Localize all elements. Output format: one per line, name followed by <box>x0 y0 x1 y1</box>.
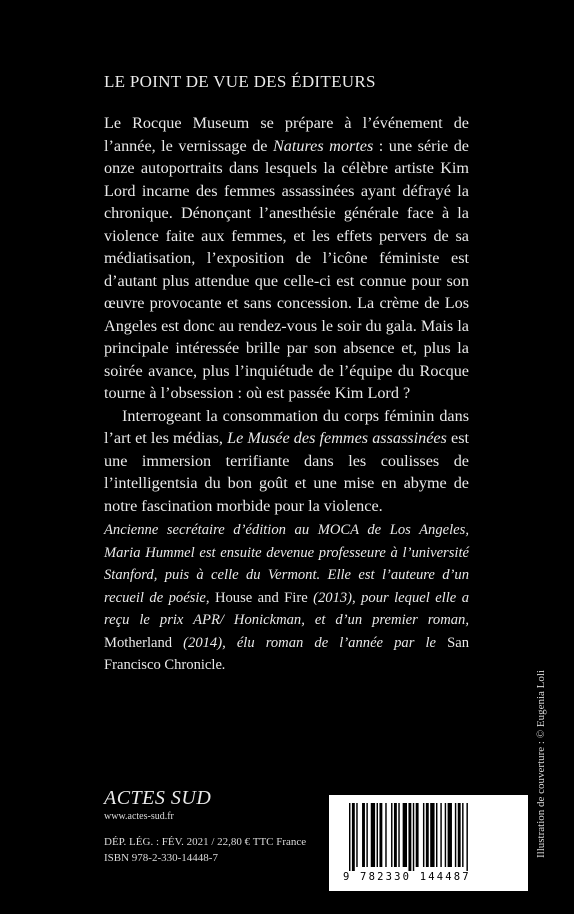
barcode-bar <box>408 803 411 871</box>
cover-illustration-credit: Illustration de couverture : © Eugenia Loli <box>535 670 547 858</box>
barcode-bar <box>455 803 456 867</box>
barcode-bar <box>385 803 386 867</box>
barcode-bar <box>362 803 365 867</box>
barcode-bar <box>458 803 461 867</box>
barcode-bar <box>403 803 407 867</box>
bio-text: (2014), élu roman de l’année par le <box>172 634 448 651</box>
barcode-bar <box>440 803 441 867</box>
barcode-bar <box>356 803 357 867</box>
barcode-bar <box>349 803 350 871</box>
barcode <box>329 795 528 891</box>
barcode-bar <box>416 803 419 867</box>
bio-text: Ancienne secrétaire d’édition au MOCA de Los Angeles, Maria Hummel est ensuite devenue professeure à l’université Stanford, puis à celle du Vermont. Elle est l’auteure d’un recueil de poésie, <box>104 522 469 606</box>
book-title-italic: Le Musée des femmes assassinées <box>227 429 447 447</box>
barcode-number: 9 782330 144487 <box>343 871 471 883</box>
barcode-bar <box>379 803 382 867</box>
barcode-bar <box>366 803 367 867</box>
bio-title: House and Fire <box>214 589 308 606</box>
blurb-text: Interrogeant la consommation du corps féminin dans l’art et les médias, <box>104 406 469 447</box>
bio-text: (2013), pour lequel elle a reçu le prix APR/ Honickman, et d’un premier roman, <box>104 589 469 628</box>
barcode-bar <box>423 803 424 867</box>
barcode-bar <box>445 803 446 867</box>
barcode-bar <box>394 803 397 867</box>
book-blurb <box>104 112 469 517</box>
barcode-bar <box>371 803 375 867</box>
bio-text: . <box>221 657 226 673</box>
barcode-bar <box>426 803 429 867</box>
blurb-text: est une immersion terrifiante dans les coulisses de l’intelligentsia du bon goût et une mise en abyme de notre fascination morbide pour la violence. <box>104 429 469 515</box>
blurb-text: : une série de onze autoportraits dans lesquels la célèbre artiste Kim Lord incarne des femmes assassinées ayant défrayé la chronique. Dénonçant l’anesthésie générale face à la violence faite aux femmes, et les effets pervers de sa médiatisation, l’exposition de l’icône féministe est d’autant plus attendue que celle-ci est connue pour son œuvre provocante et sans concession. La crème de Los Angeles est donc au rendez-vous le soir du gala. Mais la principale intéressée brille par son absence et, plus la soirée avance, plus l’inquiétude de l’équipe du Rocque tourne à l’obsession : où est passée Kim Lord ? <box>104 136 469 402</box>
barcode-bar <box>352 803 355 871</box>
barcode-bar <box>398 803 399 867</box>
publisher-logo: ACTES SUD <box>104 787 212 809</box>
barcode-bar <box>448 803 452 867</box>
legal-info <box>104 834 306 866</box>
blurb-paragraph-1 <box>104 112 469 405</box>
barcode-bar <box>413 803 414 871</box>
section-heading: LE POINT DE VUE DES ÉDITEURS <box>104 72 376 91</box>
barcode-bar <box>391 803 392 867</box>
barcode-bar <box>462 803 463 867</box>
barcode-bar <box>466 803 467 871</box>
barcode-bars <box>343 803 515 871</box>
blurb-text: Le Rocque Museum se prépare à l’événement de l’année, le vernissage de <box>104 114 469 155</box>
publisher-url: www.actes-sud.fr <box>104 811 174 822</box>
bio-title: Motherland <box>104 634 173 651</box>
author-bio <box>104 519 469 677</box>
book-title-italic: Natures mortes <box>273 136 374 155</box>
legal-deposit: DÉP. LÉG. : FÉV. 2021 / 22,80 € TTC France <box>104 836 307 848</box>
barcode-bar <box>436 803 437 867</box>
barcode-bar <box>430 803 434 867</box>
isbn: ISBN 978-2-330-14448-7 <box>104 852 218 864</box>
bio-title: San Francisco Chronicle <box>104 634 469 673</box>
barcode-bar <box>377 803 378 867</box>
blurb-paragraph-2 <box>104 405 469 518</box>
